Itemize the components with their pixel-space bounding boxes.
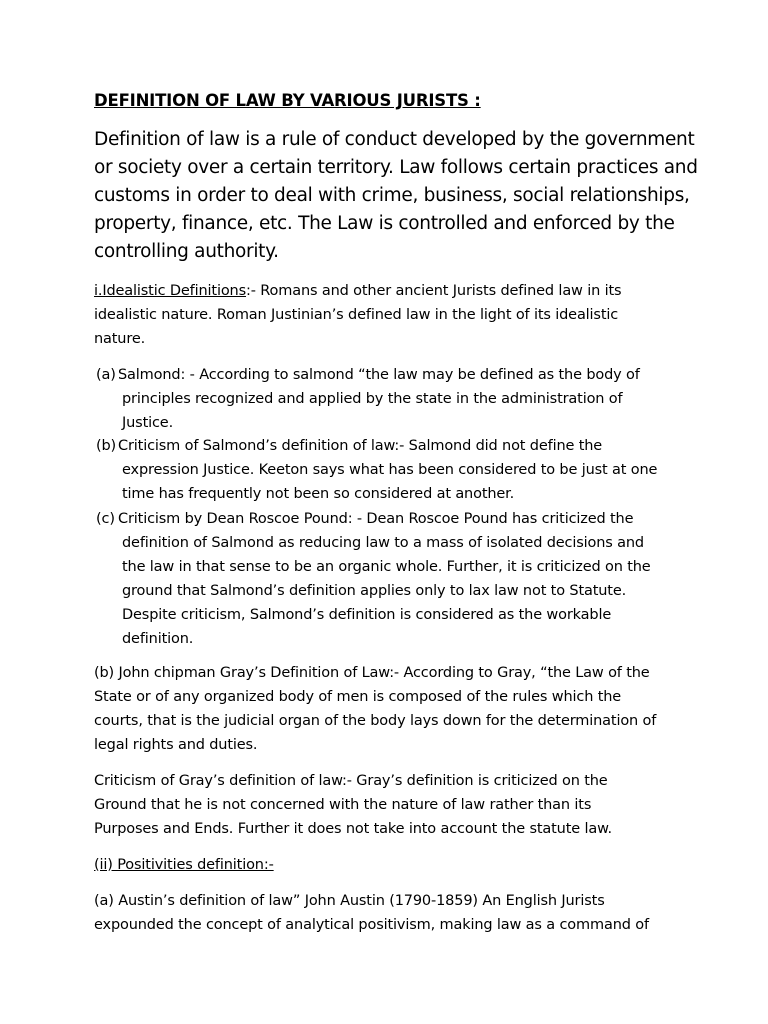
list-item-line: Criticism of Salmond’s definition of law:- Salmond did not define the — [118, 438, 603, 454]
list-item-line: time has frequently not been so considered at another. — [122, 486, 515, 502]
austin-line: expounded the concept of analytical positivism, making law as a command of — [94, 917, 649, 933]
intro-line: controlling authority. — [94, 241, 279, 262]
list-item-line: expression Justice. Keeton says what has been considered to be just at one — [122, 462, 658, 478]
list-item-salmond — [96, 363, 696, 435]
idealistic-line: idealistic nature. Roman Justinian’s defined law in the light of its idealistic — [94, 307, 619, 323]
list-item-line: Criticism by Dean Roscoe Pound: - Dean Roscoe Pound has criticized the — [118, 511, 634, 527]
austin-paragraph — [94, 889, 694, 937]
positivist-section — [94, 853, 694, 877]
idealistic-line: nature. — [94, 331, 146, 347]
list-item-salmond-criticism — [96, 434, 696, 506]
idealistic-title: i.Idealistic Definitions — [94, 283, 246, 299]
list-item-line: definition of Salmond as reducing law to a mass of isolated decisions and — [122, 535, 644, 551]
gray-criticism-paragraph — [94, 769, 694, 841]
intro-line: customs in order to deal with crime, business, social relationships, — [94, 185, 690, 206]
list-item-line: definition. — [122, 631, 194, 647]
list-item-line: Justice. — [122, 415, 174, 431]
positivist-title: (ii) Positivities definition:- — [94, 857, 274, 873]
list-marker: (a) — [96, 367, 116, 383]
idealistic-section — [94, 279, 694, 351]
gray-criticism-line: Ground that he is not concerned with the nature of law rather than its — [94, 797, 592, 813]
austin-line: (a) Austin’s definition of law” John Austin (1790-1859) An English Jurists — [94, 893, 605, 909]
gray-line: State or of any organized body of men is composed of the rules which the — [94, 689, 622, 705]
gray-line: legal rights and duties. — [94, 737, 258, 753]
list-item-line: Salmond: - According to salmond “the law may be defined as the body of — [118, 367, 640, 383]
intro-line: Definition of law is a rule of conduct developed by the government — [94, 129, 695, 150]
list-item-pound-criticism — [96, 507, 696, 651]
document-heading: DEFINITION OF LAW BY VARIOUS JURISTS : — [94, 91, 481, 110]
intro-line: or society over a certain territory. Law follows certain practices and — [94, 157, 698, 178]
list-marker: (c) — [96, 511, 115, 527]
list-item-line: the law in that sense to be an organic whole. Further, it is criticized on the — [122, 559, 651, 575]
gray-criticism-line: Criticism of Gray’s definition of law:- Gray’s definition is criticized on the — [94, 773, 608, 789]
intro-paragraph — [94, 126, 698, 266]
gray-line: (b) John chipman Gray’s Definition of Law:- According to Gray, “the Law of the — [94, 665, 650, 681]
list-item-line: ground that Salmond’s definition applies only to lax law not to Statute. — [122, 583, 627, 599]
list-item-line: Despite criticism, Salmond’s definition is considered as the workable — [122, 607, 612, 623]
gray-criticism-line: Purposes and Ends. Further it does not take into account the statute law. — [94, 821, 612, 837]
idealistic-line — [94, 279, 694, 303]
gray-definition-paragraph — [94, 661, 694, 757]
idealistic-line1-text: :- Romans and other ancient Jurists defined law in its — [246, 283, 622, 299]
list-item-line: principles recognized and applied by the state in the administration of — [122, 391, 623, 407]
intro-line: property, finance, etc. The Law is controlled and enforced by the — [94, 213, 675, 234]
gray-line: courts, that is the judicial organ of the body lays down for the determination of — [94, 713, 657, 729]
list-marker: (b) — [96, 438, 117, 454]
